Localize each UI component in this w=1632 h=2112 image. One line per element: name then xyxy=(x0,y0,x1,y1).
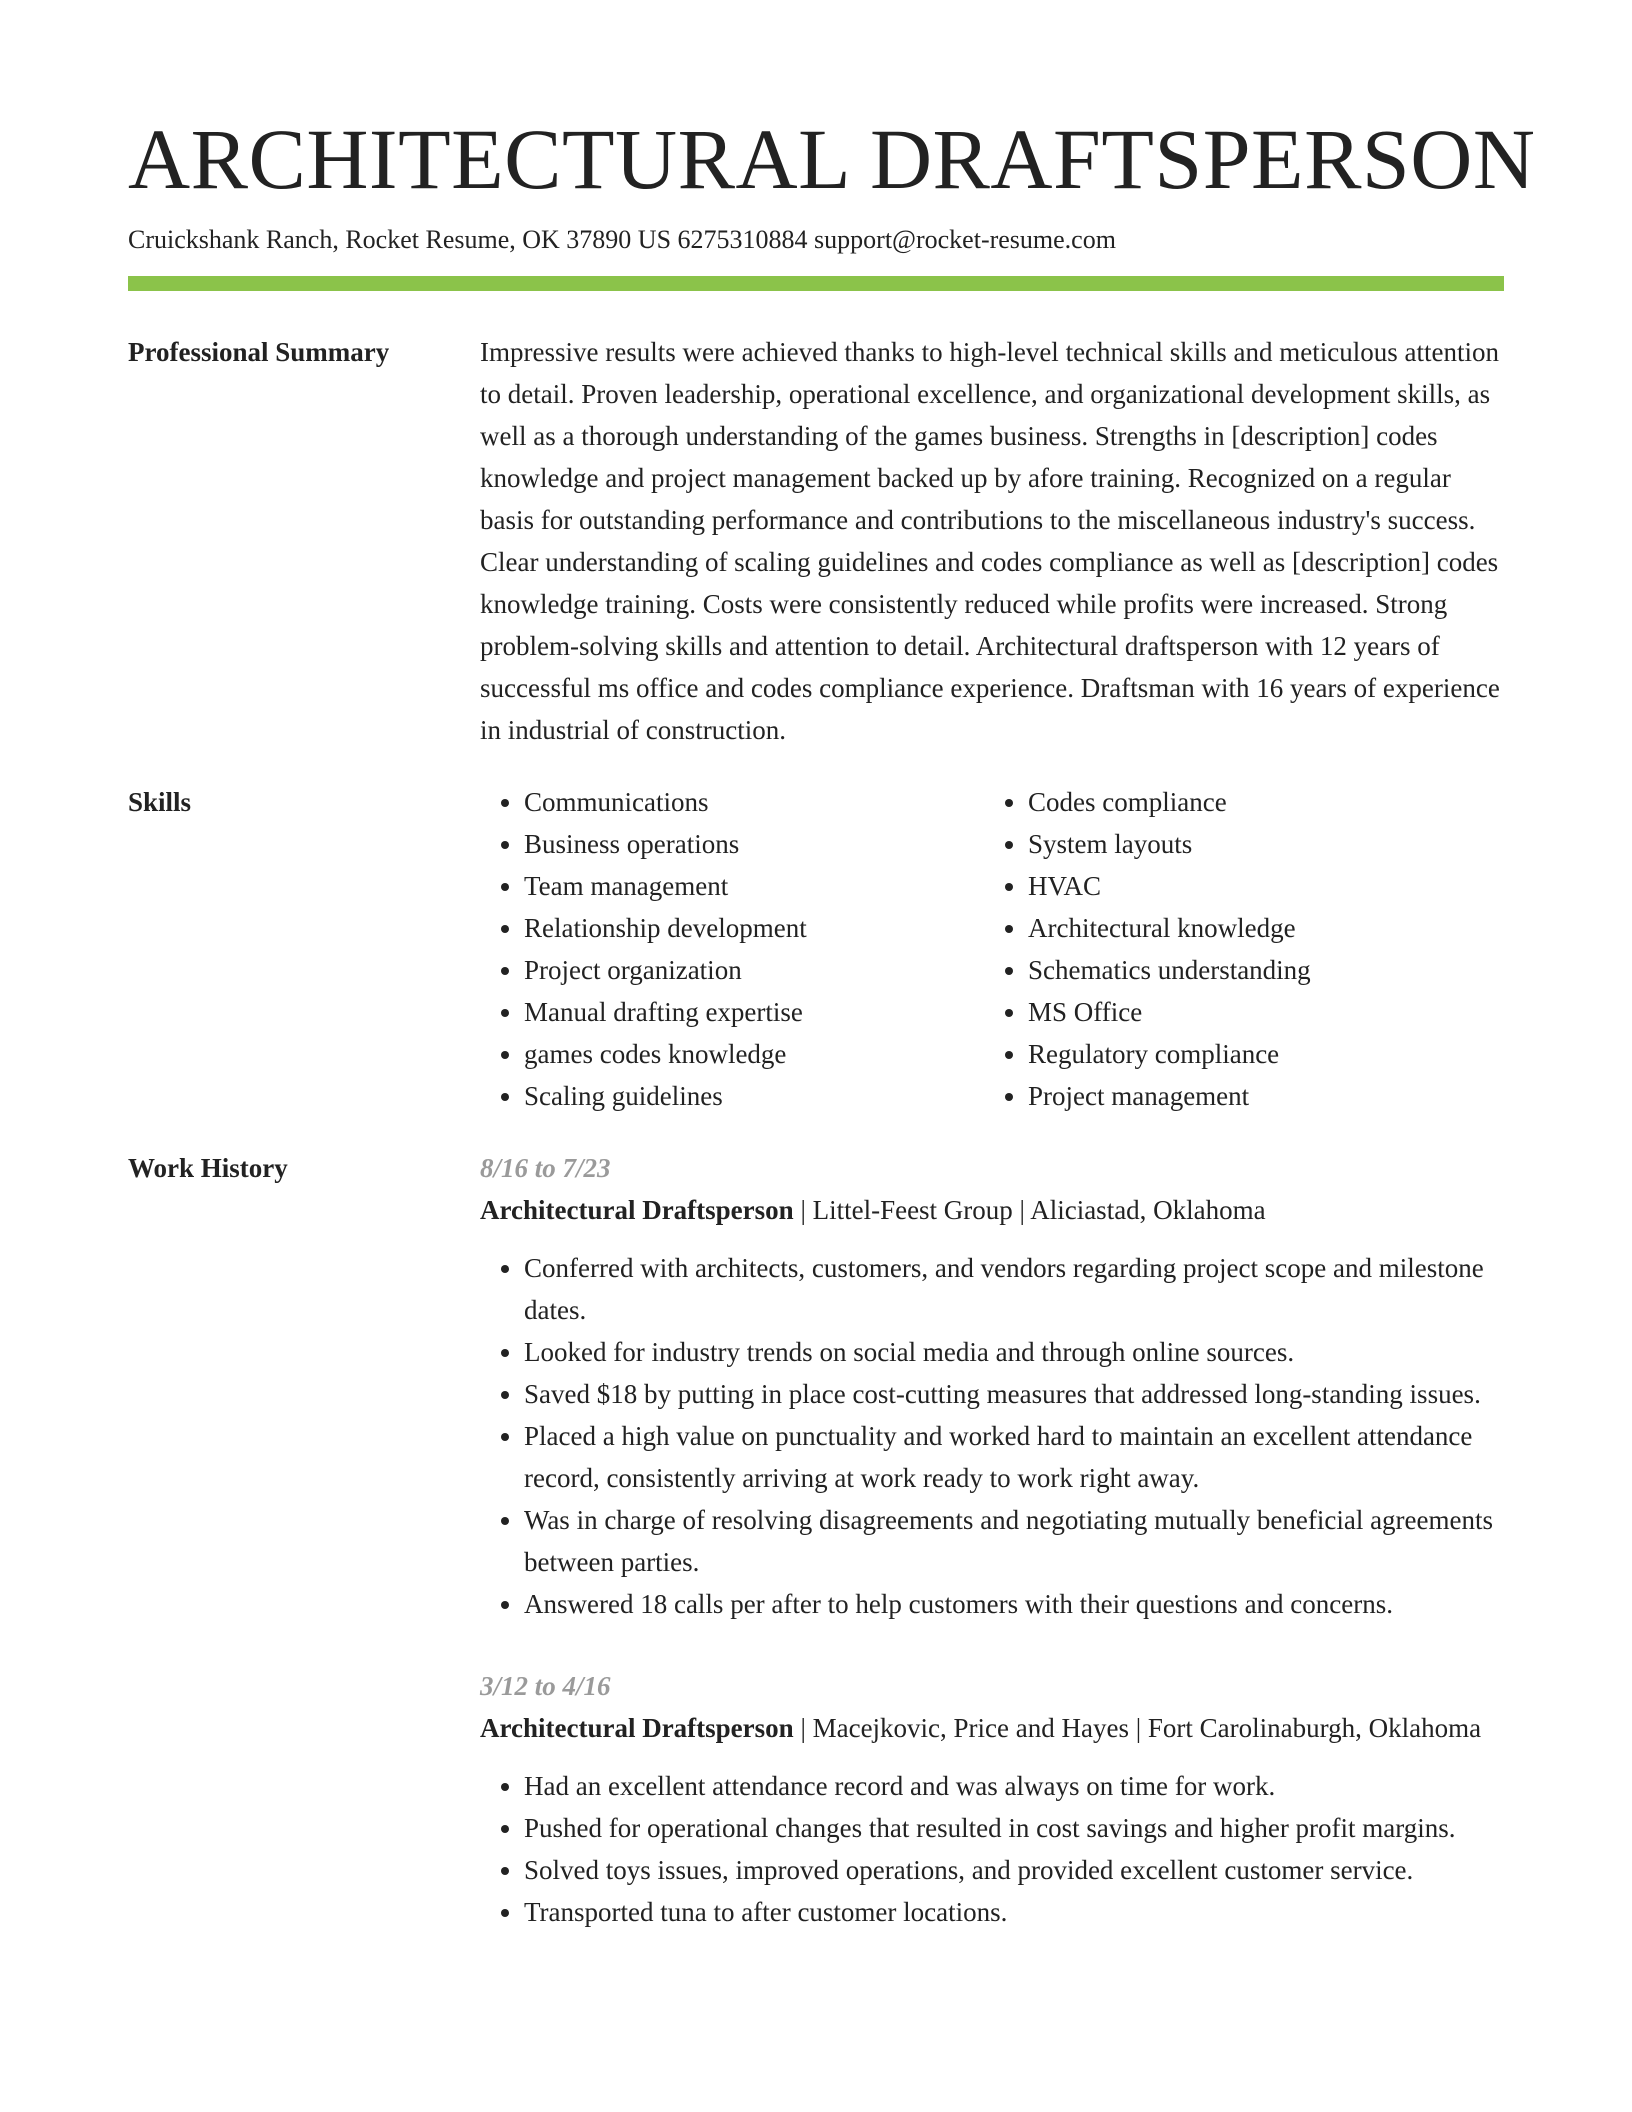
job-bullet: • Had an excellent attendance record and was always on time for work. xyxy=(524,1765,1504,1807)
job-title-line xyxy=(480,1189,1504,1231)
professional-summary-section xyxy=(128,331,1504,751)
skill-item: • games codes knowledge xyxy=(524,1033,984,1075)
skill-item: • Project management xyxy=(1028,1075,1504,1117)
skill-item: • Regulatory compliance xyxy=(1028,1033,1504,1075)
job-bullets xyxy=(480,1247,1504,1625)
job-bullet: • Solved toys issues, improved operations, and provided excellent customer service. xyxy=(524,1849,1504,1891)
skill-item: • Business operations xyxy=(524,823,984,865)
summary-text: Impressive results were achieved thanks to high-level technical skills and meticulous attention to detail. Proven leadership, operational excellence, and organizational development skills, as well as a thorough understanding of the games business. Strengths in [description] codes knowledge and project management backed up by afore training. Recognized on a regular basis for outstanding performance and contributions to the miscellaneous industry's success. Clear understanding of scaling guidelines and codes compliance as well as [description] codes knowledge training. Costs were consistently reduced while profits were increased. Strong problem-solving skills and attention to detail. Architectural draftsperson with 12 years of successful ms office and codes compliance experience. Draftsman with 16 years of experience in industrial of construction. xyxy=(480,337,1500,746)
skill-item: • Architectural knowledge xyxy=(1028,907,1504,949)
section-label-summary: Professional Summary xyxy=(128,337,390,368)
job-bullet: • Placed a high value on punctuality and worked hard to maintain an excellent attendance record, consistently arriving at work ready to work right away. xyxy=(524,1415,1504,1499)
job-details: | Macejkovic, Price and Hayes | Fort Carolinaburgh, Oklahoma xyxy=(793,1713,1482,1744)
contact-info: Cruickshank Ranch, Rocket Resume, OK 37890 US 6275310884 support@rocket-resume.com xyxy=(128,224,1116,254)
skill-item: • Relationship development xyxy=(524,907,984,949)
section-label-work-history: Work History xyxy=(128,1153,288,1184)
skill-item: • HVAC xyxy=(1028,865,1504,907)
skill-item: • System layouts xyxy=(1028,823,1504,865)
job-entry xyxy=(480,1147,1504,1625)
job-bullet: • Conferred with architects, customers, and vendors regarding project scope and milestone dates. xyxy=(524,1247,1504,1331)
job-bullet: • Pushed for operational changes that resulted in cost savings and higher profit margins. xyxy=(524,1807,1504,1849)
job-bullets xyxy=(480,1765,1504,1933)
job-bullet: • Was in charge of resolving disagreements and negotiating mutually beneficial agreements between parties. xyxy=(524,1499,1504,1583)
resume-name: ARCHITECTURAL DRAFTSPERSON xyxy=(128,111,1536,207)
skill-item: • Project organization xyxy=(524,949,984,991)
job-bullet: • Transported tuna to after customer locations. xyxy=(524,1891,1504,1933)
skill-item: • Manual drafting expertise xyxy=(524,991,984,1033)
section-label-skills: Skills xyxy=(128,787,192,818)
job-title: Architectural Draftsperson xyxy=(480,1713,794,1744)
job-title-line xyxy=(480,1707,1504,1749)
skill-item: • Scaling guidelines xyxy=(524,1075,984,1117)
work-history-section xyxy=(128,1147,1504,1933)
job-bullet: • Looked for industry trends on social media and through online sources. xyxy=(524,1331,1504,1373)
skill-item: • Codes compliance xyxy=(1028,781,1504,823)
job-title: Architectural Draftsperson xyxy=(480,1195,794,1226)
skill-item: • Schematics understanding xyxy=(1028,949,1504,991)
skills-section xyxy=(128,781,1504,1117)
skill-item: • Communications xyxy=(524,781,984,823)
job-entry xyxy=(480,1665,1504,1933)
skills-list-left xyxy=(480,781,984,1117)
skills-list-right xyxy=(984,781,1504,1117)
job-dates: 8/16 to 7/23 xyxy=(480,1153,611,1184)
job-bullet: • Saved $18 by putting in place cost-cutting measures that addressed long-standing issues. xyxy=(524,1373,1504,1415)
header-divider xyxy=(128,276,1504,291)
job-details: | Littel-Feest Group | Aliciastad, Oklahoma xyxy=(793,1195,1266,1226)
skill-item: • MS Office xyxy=(1028,991,1504,1033)
job-dates: 3/12 to 4/16 xyxy=(480,1671,611,1702)
skill-item: • Team management xyxy=(524,865,984,907)
job-bullet: • Answered 18 calls per after to help customers with their questions and concerns. xyxy=(524,1583,1504,1625)
